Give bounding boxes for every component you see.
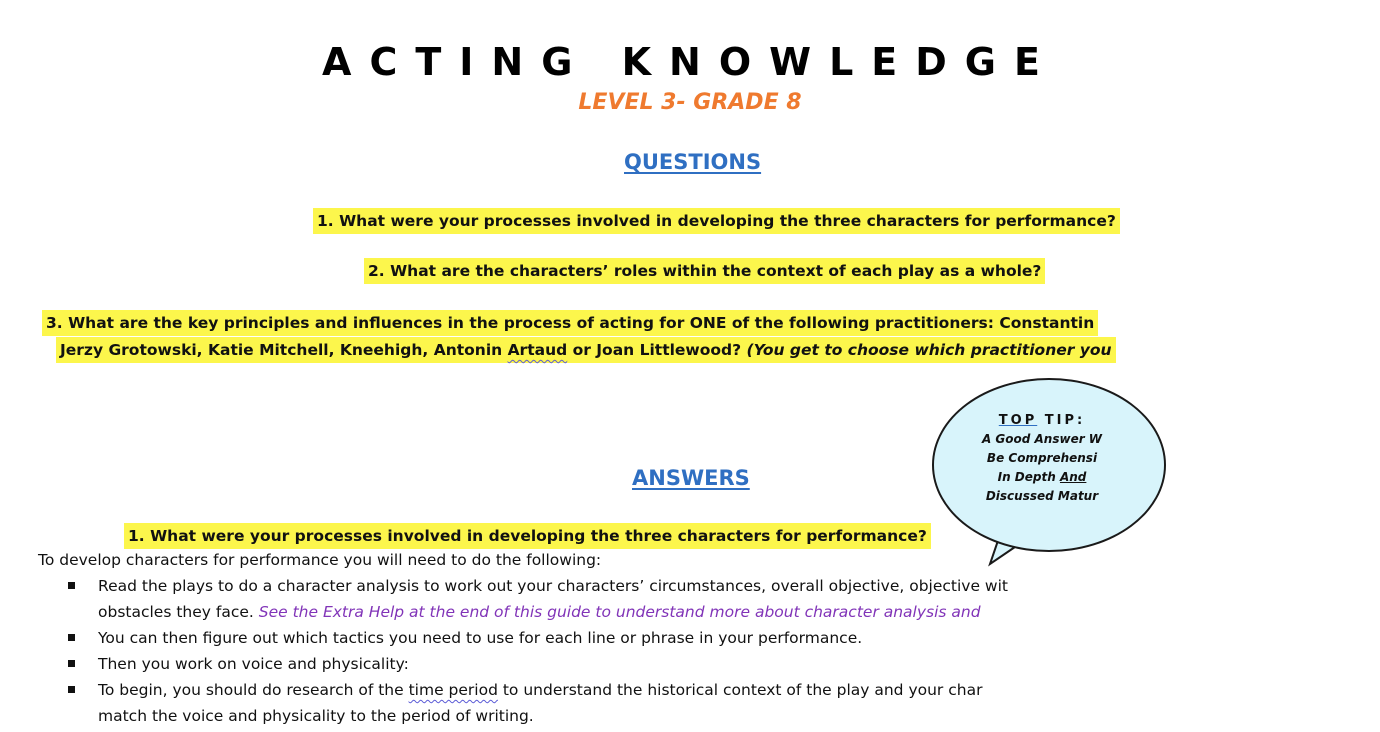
top-tip-text xyxy=(962,411,1122,506)
top-tip-title xyxy=(962,411,1122,430)
answer-1-question: 1. What were your processes involved in developing the three characters for performance? xyxy=(124,523,931,549)
q3-text-d: (You get to choose which practitioner you xyxy=(746,341,1112,359)
bullet-4-line-2: match the voice and physicality to the period of writing. xyxy=(98,707,534,725)
answers-heading: ANSWERS xyxy=(632,466,750,490)
bullet-1-line-2 xyxy=(98,603,981,621)
extra-help-note: See the Extra Help at the end of this guide to understand more about character analysis and xyxy=(258,603,981,621)
top-tip-line-3b: And xyxy=(1059,470,1087,484)
bullet-marker xyxy=(68,686,75,693)
top-tip-title-b: TIP: xyxy=(1037,413,1086,428)
page-title: ACTING KNOWLEDGE xyxy=(322,40,1058,84)
answer-intro: To develop characters for performance you will need to do the following: xyxy=(38,551,602,569)
bullet-marker xyxy=(68,582,75,589)
bullet-2: You can then figure out which tactics you need to use for each line or phrase in your performance. xyxy=(98,629,863,647)
top-tip-line-3 xyxy=(962,468,1122,487)
page-subtitle: LEVEL 3- GRADE 8 xyxy=(578,90,802,115)
top-tip-line-2: Be Comprehensi xyxy=(986,451,1098,465)
top-tip-line-4: Discussed Matur xyxy=(985,489,1099,503)
bullet-marker xyxy=(68,634,75,641)
q3-text-c: or Joan Littlewood? xyxy=(567,341,747,359)
top-tip-title-a: TOP xyxy=(998,413,1038,428)
bullet-4-line-1 xyxy=(98,681,982,699)
bullet-1-line-1: Read the plays to do a character analysis to work out your characters’ circumstances, overall objective, objective wit xyxy=(98,577,1008,595)
bullet-4-text-c: to understand the historical context of the play and your char xyxy=(497,681,983,699)
top-tip-line-1: A Good Answer W xyxy=(981,432,1103,446)
bullet-4-time-period: time period xyxy=(408,681,498,699)
q3-text-a: Jerzy Grotowski, Katie Mitchell, Kneehigh, Antonin xyxy=(60,341,508,359)
question-3-line-1: 3. What are the key principles and influences in the process of acting for ONE of the following practitioners: Constantin xyxy=(42,310,1098,336)
questions-heading: QUESTIONS xyxy=(624,150,762,174)
question-1: 1. What were your processes involved in developing the three characters for performance? xyxy=(313,208,1120,234)
top-tip-line-3a: In Depth xyxy=(997,470,1060,484)
q3-artaud: Artaud xyxy=(507,341,568,359)
question-3-line-2 xyxy=(56,337,1116,363)
question-2: 2. What are the characters’ roles within the context of each play as a whole? xyxy=(364,258,1045,284)
bullet-marker xyxy=(68,660,75,667)
bullet-4-text-a: To begin, you should do research of the xyxy=(98,681,409,699)
bullet-3: Then you work on voice and physicality: xyxy=(98,655,409,673)
bullet-1-text: obstacles they face. xyxy=(98,603,259,621)
